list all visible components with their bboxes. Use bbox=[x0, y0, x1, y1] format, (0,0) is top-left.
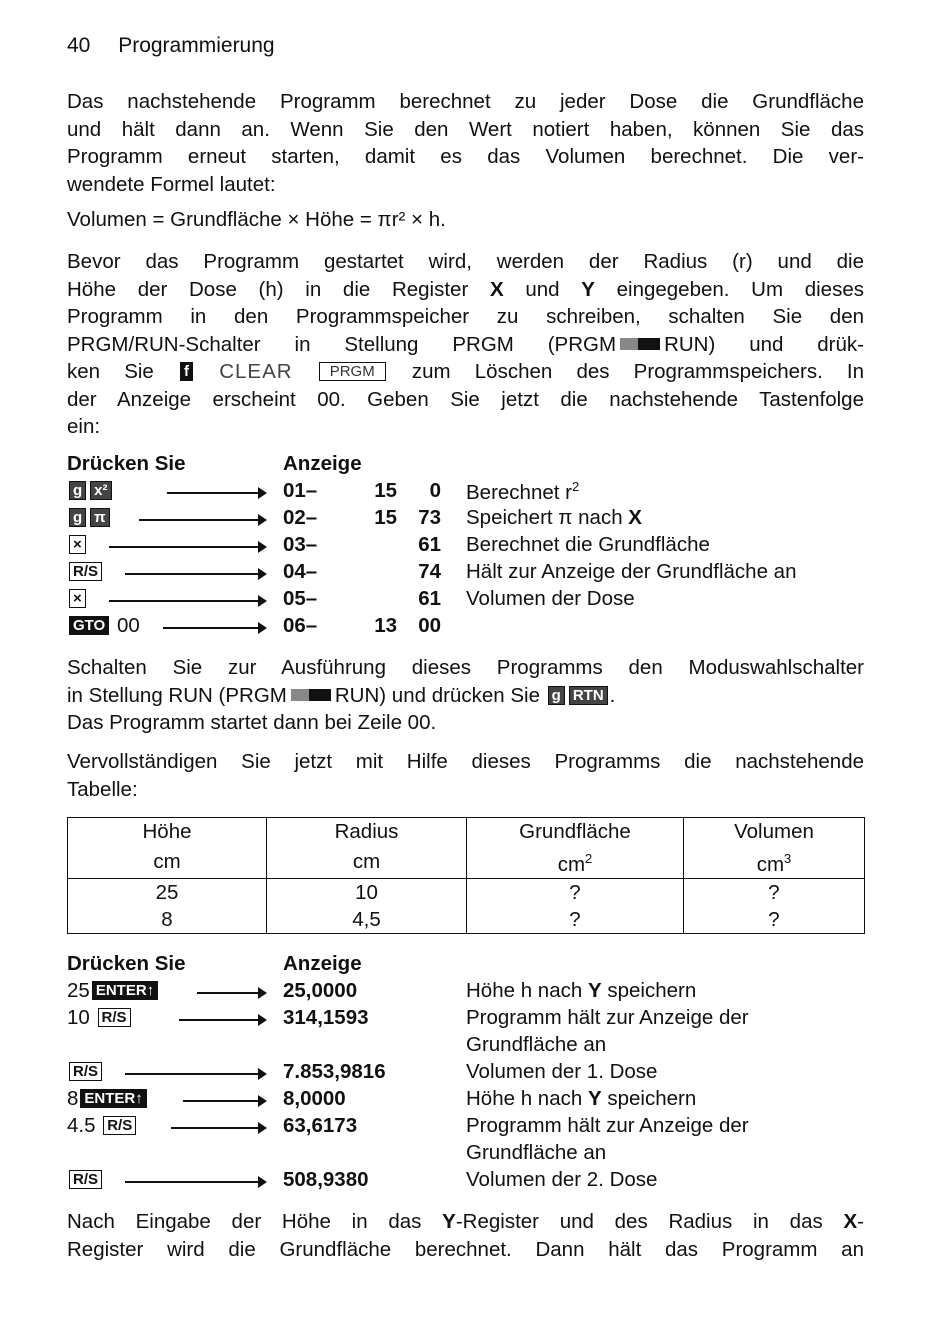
key-sequence bbox=[67, 614, 140, 638]
table-cell: 25 bbox=[68, 878, 267, 906]
complete-line: Vervollständigen Sie jetzt mit Hilfe dieses Programms die nachstehende bbox=[67, 750, 864, 773]
arrow-icon bbox=[125, 1073, 265, 1075]
entry-value: 10 bbox=[67, 1006, 90, 1029]
text: und bbox=[503, 277, 582, 301]
run-line: Schalten Sie zur Ausführung dieses Programms den Moduswahlschalter bbox=[67, 656, 864, 679]
goto-address: 00 bbox=[116, 614, 140, 637]
text: Höhe h nach bbox=[466, 1087, 588, 1110]
step-description: Grundfläche an bbox=[466, 1141, 607, 1164]
key-sequence bbox=[67, 1114, 138, 1138]
press-column-header: Drücken Sie bbox=[67, 452, 186, 475]
mode-switch-icon bbox=[620, 338, 660, 350]
unit-label: $cm^3$ bbox=[684, 845, 865, 878]
rtn-key: RTN bbox=[569, 686, 608, 705]
keycode: 73 bbox=[418, 506, 441, 529]
arrow-icon bbox=[179, 1019, 265, 1021]
text: zum Löschen des Programmspeichers. In bbox=[411, 360, 865, 383]
key-sequence bbox=[67, 1087, 149, 1111]
volume-formula: Volumen = Grundfläche × Höhe = πr² × h. bbox=[67, 208, 446, 231]
intro-line: Das nachstehende Programm berechnet zu jeder Dose die Grundfläche bbox=[67, 90, 864, 113]
step-number: 02– bbox=[283, 506, 318, 529]
closing-line bbox=[67, 1208, 864, 1236]
intro-line: Programm erneut starten, damit es das Volumen berechnet. Die ver- bbox=[67, 145, 864, 168]
mode-switch-icon bbox=[291, 689, 331, 701]
closing-line: Register wird die Grundfläche berechnet. Dann hält das Programm an bbox=[67, 1237, 864, 1261]
arrow-icon bbox=[125, 573, 265, 575]
setup-line bbox=[67, 276, 864, 304]
keycode: 00 bbox=[418, 614, 441, 637]
keycode: 0 bbox=[429, 479, 441, 502]
text: PRGM/RUN-Schalter in Stellung PRGM (PRGM bbox=[67, 332, 617, 356]
run-stop-key: R/S bbox=[98, 1008, 131, 1027]
register-y: Y bbox=[581, 277, 595, 301]
arrow-icon bbox=[197, 992, 265, 994]
arrow-icon bbox=[125, 1181, 265, 1183]
run-stop-key: R/S bbox=[69, 1170, 102, 1189]
run-line bbox=[67, 682, 864, 710]
setup-line: ein: bbox=[67, 415, 101, 438]
table-cell: 10 bbox=[267, 878, 467, 906]
multiply-key: × bbox=[69, 589, 86, 608]
page-header bbox=[67, 34, 275, 58]
text: in Stellung RUN (PRGM bbox=[67, 683, 287, 707]
x-squared-key: x² bbox=[90, 481, 111, 500]
section-title: Programmierung bbox=[118, 34, 275, 57]
step-number: 04– bbox=[283, 560, 318, 583]
keycode: 61 bbox=[418, 587, 441, 610]
column-header: Radius bbox=[267, 818, 467, 846]
setup-paragraph bbox=[67, 248, 864, 441]
arrow-icon bbox=[183, 1100, 265, 1102]
intro-line: und hält dann an. Wenn Sie den Wert notiert haben, können Sie das bbox=[67, 117, 864, 141]
program-row bbox=[67, 587, 867, 614]
multiply-key: × bbox=[69, 535, 86, 554]
arrow-icon bbox=[139, 519, 265, 521]
run-row bbox=[67, 979, 867, 1006]
register-x: X bbox=[843, 1210, 858, 1233]
register-y: Y bbox=[587, 1087, 602, 1110]
table-cell: ? bbox=[684, 906, 865, 934]
display-column-header: Anzeige bbox=[283, 952, 362, 975]
run-stop-key: R/S bbox=[103, 1116, 136, 1135]
run-listing bbox=[67, 952, 867, 1202]
program-row bbox=[67, 614, 867, 641]
display-value: 8,0000 bbox=[283, 1087, 346, 1110]
column-header: Volumen bbox=[684, 818, 865, 846]
program-listing bbox=[67, 452, 867, 642]
table-cell: ? bbox=[684, 878, 865, 906]
key-sequence bbox=[67, 1060, 104, 1084]
column-header: Höhe bbox=[68, 818, 267, 846]
text: eingegeben. Um dieses bbox=[594, 277, 864, 301]
program-row bbox=[67, 506, 867, 533]
run-stop-key: R/S bbox=[69, 1062, 102, 1081]
key-sequence bbox=[67, 587, 88, 611]
keycode: 15 bbox=[374, 506, 397, 529]
step-description bbox=[466, 1087, 696, 1111]
table-cell: ? bbox=[467, 878, 684, 906]
program-row bbox=[67, 479, 867, 506]
unit-label: $cm^2$ bbox=[467, 845, 684, 878]
run-row bbox=[67, 1168, 867, 1195]
column-header: Grundfläche bbox=[467, 818, 684, 846]
key-sequence bbox=[67, 479, 114, 503]
key-sequence bbox=[67, 1006, 133, 1030]
table-cell: 8 bbox=[68, 906, 267, 934]
table-cell: 4,5 bbox=[267, 906, 467, 934]
program-row bbox=[67, 560, 867, 587]
press-column-header: Drücken Sie bbox=[67, 952, 186, 975]
text: - bbox=[857, 1210, 864, 1233]
text: . bbox=[609, 683, 616, 707]
setup-line: Bevor das Programm gestartet wird, werden der Radius (r) und die bbox=[67, 250, 864, 273]
arrow-icon bbox=[109, 546, 265, 548]
run-row bbox=[67, 1087, 867, 1114]
f-key: f bbox=[180, 362, 193, 381]
setup-line bbox=[67, 331, 864, 359]
step-description: Programm hält zur Anzeige der bbox=[466, 1114, 749, 1137]
step-description bbox=[466, 506, 642, 530]
complete-line: Tabelle: bbox=[67, 777, 138, 801]
entry-value: 25 bbox=[67, 979, 90, 1002]
run-row bbox=[67, 1114, 867, 1168]
arrow-icon bbox=[163, 627, 265, 629]
step-number: 06– bbox=[283, 614, 318, 637]
keycode: 15 bbox=[374, 479, 397, 502]
display-value: 63,6173 bbox=[283, 1114, 358, 1137]
step-description: Berechnet $r^2$ bbox=[466, 479, 580, 504]
run-row bbox=[67, 1006, 867, 1060]
table-row bbox=[68, 906, 865, 934]
display-value: 7.853,9816 bbox=[283, 1060, 386, 1083]
closing-paragraph bbox=[67, 1208, 864, 1263]
step-description: Grundfläche an bbox=[466, 1033, 607, 1056]
text: speichern bbox=[601, 979, 697, 1002]
setup-line: der Anzeige erscheint 00. Geben Sie jetzt die nachstehende Tastenfolge bbox=[67, 387, 864, 411]
text: Höhe der Dose (h) in die Register bbox=[67, 277, 490, 301]
register-y: Y bbox=[442, 1210, 456, 1233]
enter-key: ENTER↑ bbox=[92, 981, 158, 1000]
table-cell: ? bbox=[467, 906, 684, 934]
step-description: Volumen der Dose bbox=[466, 587, 635, 610]
step-description bbox=[466, 979, 696, 1003]
text: RUN) und drücken Sie bbox=[334, 683, 540, 707]
run-row bbox=[67, 1060, 867, 1087]
step-description: Volumen der 1. Dose bbox=[466, 1060, 658, 1083]
step-description: Berechnet die Grundfläche bbox=[466, 533, 710, 556]
text: ken Sie bbox=[67, 360, 154, 383]
intro-paragraph bbox=[67, 88, 864, 198]
run-stop-key: R/S bbox=[69, 562, 102, 581]
key-sequence bbox=[67, 533, 88, 557]
step-number: 01– bbox=[283, 479, 318, 502]
text: speichern bbox=[601, 1087, 697, 1110]
register-y: Y bbox=[587, 979, 602, 1002]
intro-line: wendete Formel lautet: bbox=[67, 172, 276, 196]
text: Speichert π nach bbox=[466, 506, 629, 529]
prgm-key: PRGM bbox=[319, 362, 386, 381]
unit-label: cm bbox=[68, 845, 267, 878]
text: -Register und des Radius in das bbox=[455, 1210, 844, 1233]
register-x: X bbox=[489, 277, 504, 301]
arrow-icon bbox=[167, 492, 265, 494]
setup-line bbox=[67, 358, 864, 386]
display-column-header: Anzeige bbox=[283, 452, 362, 475]
pi-key: π bbox=[90, 508, 109, 527]
register-x: X bbox=[628, 506, 642, 529]
unit-label: cm bbox=[267, 845, 467, 878]
setup-line: Programm in den Programmspeicher zu schreiben, schalten Sie den bbox=[67, 305, 864, 328]
keycode: 61 bbox=[418, 533, 441, 556]
entry-value: 4.5 bbox=[67, 1114, 96, 1137]
step-description: Volumen der 2. Dose bbox=[466, 1168, 658, 1191]
g-key: g bbox=[548, 686, 565, 705]
step-number: 05– bbox=[283, 587, 318, 610]
program-row bbox=[67, 533, 867, 560]
key-sequence bbox=[67, 506, 112, 530]
page-number: 40 bbox=[67, 34, 91, 57]
key-sequence bbox=[67, 979, 160, 1003]
step-description: Hält zur Anzeige der Grundfläche an bbox=[466, 560, 797, 583]
clear-label: CLEAR bbox=[219, 360, 293, 383]
can-table bbox=[67, 817, 865, 934]
g-key: g bbox=[69, 508, 86, 527]
run-line: Das Programm startet dann bei Zeile 00. bbox=[67, 711, 437, 734]
step-number: 03– bbox=[283, 533, 318, 556]
display-value: 314,1593 bbox=[283, 1006, 369, 1029]
text: Höhe h nach bbox=[466, 979, 588, 1002]
step-description: Programm hält zur Anzeige der bbox=[466, 1006, 749, 1029]
text: RUN) und drük- bbox=[664, 332, 864, 356]
keycode: 13 bbox=[374, 614, 397, 637]
key-sequence bbox=[67, 1168, 104, 1192]
text: Nach Eingabe der Höhe in das bbox=[67, 1210, 443, 1233]
display-value: 508,9380 bbox=[283, 1168, 369, 1191]
arrow-icon bbox=[109, 600, 265, 602]
table-row bbox=[68, 878, 865, 906]
g-key: g bbox=[69, 481, 86, 500]
keycode: 74 bbox=[418, 560, 441, 583]
run-paragraph bbox=[67, 654, 864, 737]
gto-key: GTO bbox=[69, 616, 109, 635]
enter-key: ENTER↑ bbox=[80, 1089, 146, 1108]
entry-value: 8 bbox=[67, 1087, 79, 1110]
arrow-icon bbox=[171, 1127, 265, 1129]
complete-paragraph bbox=[67, 748, 864, 803]
display-value: 25,0000 bbox=[283, 979, 358, 1002]
key-sequence bbox=[67, 560, 104, 584]
